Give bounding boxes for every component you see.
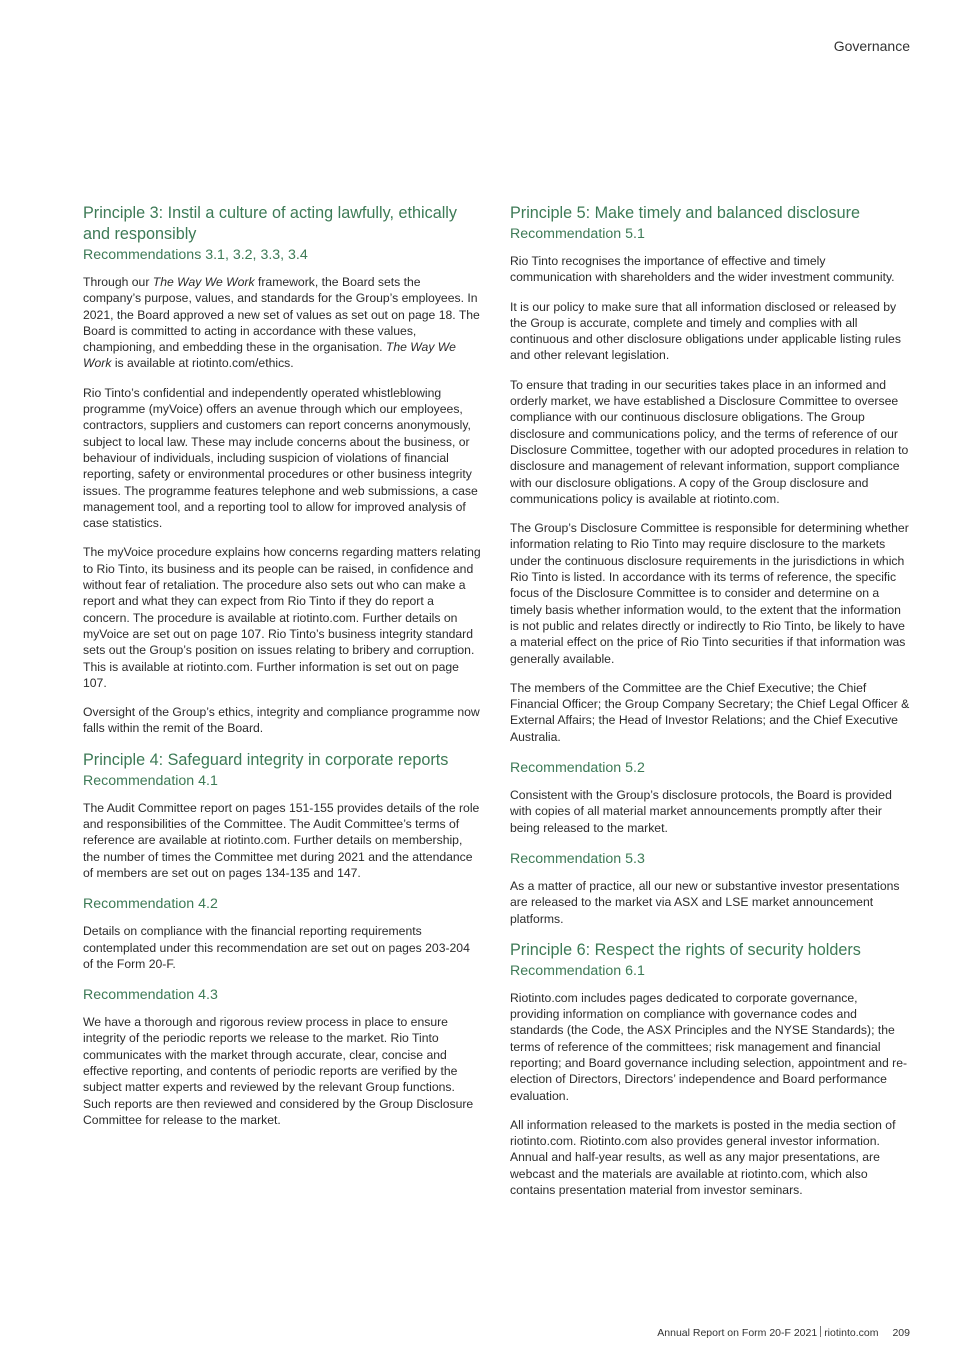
principle-4-title: Principle 4: Safeguard integrity in corporate reports [83,750,449,769]
principle-5-paragraph-2: It is our policy to make sure that all information disclosed or released by the Group is accurate, complete and timely and complies with all continuous and other disclosure obligations under applicable listing rules and other relevant legislation. [510,299,901,363]
recommendation-4-2-paragraph: Details on compliance with the financial reporting requirements contemplated under this recommendation are set out on pages 203-204 of the Form 20-F. [83,924,470,971]
page-footer [657,1326,910,1339]
the-way-we-work-title: The Way We Work [83,340,456,371]
recommendation-4-2-title: Recommendation 4.2 [83,896,218,913]
the-way-we-work-title: The Way We Work [152,275,255,289]
recommendation-4-1-title: Recommendation 4.1 [83,772,218,789]
principle-5-paragraph-4: The Group’s Disclosure Committee is responsible for determining whether information relating to Rio Tinto may require disclosure to the markets under the continuous disclosure requirements in the jurisdictions in which Rio Tinto is listed. In accordance with its terms of reference, the specific focus of the Disclosure Committee is to consider and determine on a timely basis whether information would, to the extent that the information is not public and relates directly or indirectly to Rio Tinto, be likely to have a material effect on the price of Rio Tinto securities if that information was generally available. [510,521,909,666]
principle-5-paragraph-1: Rio Tinto recognises the importance of effective and timely communication with shareholders and the wider investment community. [510,254,895,285]
principle-5-title: Principle 5: Make timely and balanced disclosure [510,204,861,222]
website: riotinto.com [824,1327,879,1339]
principle-6-paragraph-2: All information released to the markets is posted in the media section of riotinto.com. Riotinto.com also provides general investor information. Annual and half-year results, as well as any major presentations, are webcast and the materials are available at riotinto.com, which also contains presentation material from investor seminars. [510,1117,896,1198]
principle-3-paragraph-2: Rio Tinto’s confidential and independently operated whistleblowing programme (myVoice) offers an avenue through which our employees, contractors, suppliers and customers can report concerns anonymously, subject to local law. These may include concerns about the business, or behaviour of individuals, including suspicion of violations of financial reporting, safety or environmental procedures or other business integrity issues. The programme features telephone and web submissions, a case management tool, and a reporting tool to allow for improved analysis of case statistics. [83,385,478,531]
principle-3-paragraph-4: Oversight of the Group’s ethics, integrity and compliance programme now falls within the remit of the Board. [83,705,480,736]
principle-3-paragraph-1: Through our The Way We Work framework, the Board sets the company’s purpose, values, and standards for the Group’s employees. In 2021, the Board approved a new set of values as set out on page 18. The Board is committed to acting in accordance with these values, championing, and embedding these in the organisation. The Way We Work is available at riotinto.com/ethics. [83,275,480,371]
recommendation-5-1-title: Recommendation 5.1 [510,226,645,242]
principle-6-title: Principle 6: Respect the rights of security holders [510,940,861,959]
page-number: 209 [892,1327,910,1339]
footer-divider [820,1326,821,1337]
recommendation-4-1-paragraph: The Audit Committee report on pages 151-155 provides details of the role and responsibilities of the Committee. The Audit Committee’s terms of reference are available at riotinto.com. Further details on membership, the number of times the Committee met during 2021 and the attendance of members are set out on pages 134-135 and 147. [83,800,480,880]
principle-3-paragraph-3: The myVoice procedure explains how concerns regarding matters relating to Rio Tinto, its business and its people can be raised, in confidence and without fear of retaliation. The procedure also sets out who can make a report and what they can expect from Rio Tinto if they do report a concern. The procedure is available at riotinto.com. Further details on myVoice are set out on page 107. Rio Tinto’s business integrity standard sets out the Group’s position on issues relating to bribery and corruption. This is available at riotinto.com. Further information is set out on page 107. [83,545,481,690]
principle-5-paragraph-3: To ensure that trading in our securities takes place in an informed and orderly market, we have established a Disclosure Committee to oversee compliance with our continuous disclosure obligations. The Group disclosure and communications policy, and the terms of reference of our Disclosure Committee, together with our adopted procedures in relation to disclosure and management of relevant information, support compliance with our disclosure obligations. A copy of the Group disclosure and communications policy is available at riotinto.com. [510,377,909,506]
recommendation-5-3-paragraph: As a matter of practice, all our new or substantive investor presentations are released to the market via ASX and LSE market announcement platforms. [510,878,900,926]
recommendation-4-3-paragraph: We have a thorough and rigorous review process in place to ensure integrity of the periodic reports we release to the market. Rio Tinto communicates with the market through accurate, clear, concise and effective reporting, and contents of periodic reports are verified by the subject matter experts and reviewed by the relevant Group functions. Such reports are then reviewed and considered by the Group Disclosure Committee for release to the market. [83,1015,474,1127]
recommendation-5-2-title: Recommendation 5.2 [510,760,645,777]
recommendation-5-3-title: Recommendation 5.3 [510,850,645,867]
recommendation-5-2-paragraph: Consistent with the Group’s disclosure protocols, the Board is provided with copies of all material market announcements promptly after their being released to the market. [510,788,892,835]
principle-5-paragraph-5: The members of the Committee are the Chief Executive; the Chief Financial Officer; the Group Company Secretary; the Chief Legal Officer & External Affairs; the Head of Investor Relations; and the Chief Executive Australia. [510,680,910,744]
left-column [83,203,481,1141]
principle-3-title: Principle 3: Instil a culture of acting lawfully, ethically and responsibly [83,204,457,243]
recommendation-6-1-title: Recommendation 6.1 [510,962,645,979]
report-title: Annual Report on Form 20-F 2021 [657,1327,818,1339]
right-column [510,203,910,1211]
principle-6-paragraph-1: Riotinto.com includes pages dedicated to corporate governance, providing information on compliance with governance codes and standards (the Code, the ASX Principles and the NYSE Standards); the terms of reference of the committees; risk management and financial reporting; and Board governance including selection, appointment and re-election of Directors, Directors’ independence and Board performance evaluation. [510,990,908,1103]
principle-3-recommendations: Recommendations 3.1, 3.2, 3.3, 3.4 [83,247,308,263]
section-label: Governance [833,38,910,54]
recommendation-4-3-title: Recommendation 4.3 [83,987,218,1004]
